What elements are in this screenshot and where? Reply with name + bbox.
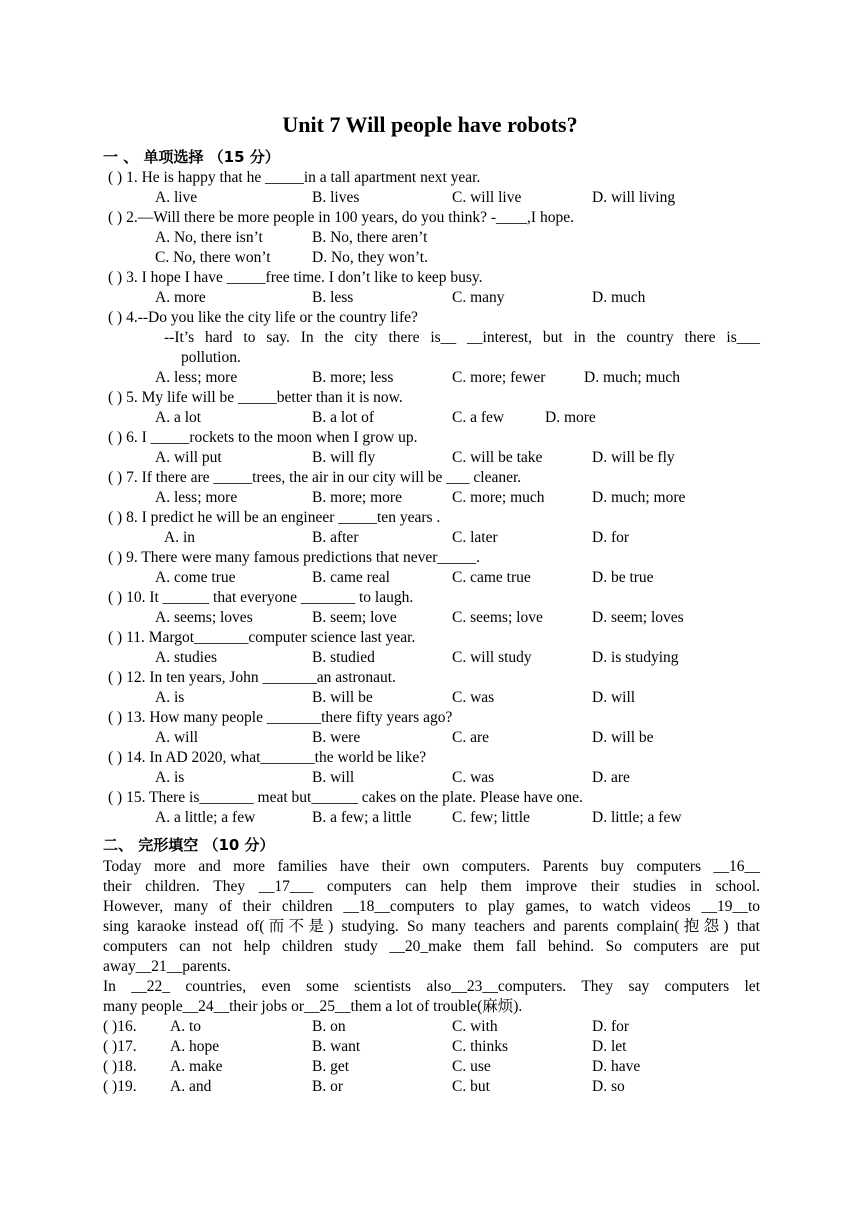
question-stem: ( ) 4.--Do you like the city life or the country life? — [108, 309, 418, 326]
answer-option: A. is — [155, 689, 185, 706]
answer-option: A. less; more — [155, 489, 238, 506]
answer-option: B. came real — [312, 569, 390, 586]
cloze-option: A. make — [170, 1058, 223, 1075]
answer-option: C. will study — [452, 649, 532, 666]
cloze-option: D. let — [592, 1038, 627, 1055]
answer-option: A. will put — [155, 449, 222, 466]
passage-line: away__21__parents. — [103, 958, 231, 975]
answer-option: D. for — [592, 529, 630, 546]
answer-option: D. seem; loves — [592, 609, 684, 626]
answer-option: A. more — [155, 289, 206, 306]
answer-option: B. more; less — [312, 369, 394, 386]
question-stem: ( ) 5. My life will be _____better than it is now. — [108, 389, 403, 406]
passage-line: Today more and more families have their own computers. Parents buy computers __16__ — [103, 858, 760, 875]
answer-option: A. studies — [155, 649, 217, 666]
cloze-number: ( )16. — [103, 1018, 137, 1035]
answer-option: C. more; much — [452, 489, 545, 506]
passage-line: computers can not help children study __20_make them fall behind. So computers are put — [103, 938, 760, 955]
answer-option: D. much — [592, 289, 646, 306]
question-stem: ( ) 10. It ______ that everyone _______ to laugh. — [108, 589, 414, 606]
question-text: pollution. — [181, 349, 241, 366]
answer-option: A. a lot — [155, 409, 202, 426]
answer-option: B. lives — [312, 189, 360, 206]
cloze-option: D. have — [592, 1058, 641, 1075]
passage-line: In __22_ countries, even some scientists also__23__computers. They say computers let — [103, 978, 760, 995]
answer-option: D. more — [545, 409, 596, 426]
answer-option: B. were — [312, 729, 361, 746]
question-stem: ( ) 3. I hope I have _____free time. I don’t like to keep busy. — [108, 269, 483, 286]
cloze-option: C. but — [452, 1078, 490, 1095]
answer-option: D. will be fly — [592, 449, 675, 466]
passage-line: However, many of their children __18__computers to play games, to watch videos __19__to — [103, 898, 760, 915]
answer-option: A. is — [155, 769, 185, 786]
answer-option: B. after — [312, 529, 359, 546]
answer-option: C. many — [452, 289, 505, 306]
answer-option: A. less; more — [155, 369, 238, 386]
answer-option: C. seems; love — [452, 609, 543, 626]
answer-option: C. are — [452, 729, 490, 746]
question-stem: ( ) 9. There were many famous predictions that never_____. — [108, 549, 481, 566]
passage-line: their children. They __17___ computers can help them improve their studies in school. — [103, 878, 760, 895]
question-stem: ( ) 12. In ten years, John _______an astronaut. — [108, 669, 396, 686]
cloze-number: ( )19. — [103, 1078, 137, 1095]
answer-option: C. was — [452, 769, 495, 786]
question-stem: ( ) 15. There is_______ meat but______ cakes on the plate. Please have one. — [108, 789, 583, 806]
answer-option: B. No, there aren’t — [312, 229, 428, 246]
cloze-option: C. with — [452, 1018, 498, 1035]
answer-option: D. are — [592, 769, 630, 786]
answer-option: A. will — [155, 729, 199, 746]
question-stem: ( ) 7. If there are _____trees, the air in our city will be ___ cleaner. — [108, 469, 522, 486]
answer-option: D. is studying — [592, 649, 679, 666]
cloze-number: ( )18. — [103, 1058, 137, 1075]
cloze-option: D. for — [592, 1018, 630, 1035]
cloze-option: A. to — [170, 1018, 201, 1035]
question-stem: ( ) 11. Margot_______computer science last year. — [108, 629, 416, 646]
passage-line: sing karaoke instead of(而不是) studying. So many teachers and parents complain(抱怨) that — [103, 918, 760, 935]
page-title: Unit 7 Will people have robots? — [282, 112, 578, 137]
cloze-option: C. use — [452, 1058, 491, 1075]
cloze-option: D. so — [592, 1078, 625, 1095]
passage-line: many people__24__their jobs or__25__them a lot of trouble(麻烦). — [103, 998, 523, 1015]
section-1-heading: 一 、 单项选择 （15 分） — [103, 148, 280, 166]
answer-option: B. more; more — [312, 489, 402, 506]
answer-option: B. seem; love — [312, 609, 397, 626]
answer-option: C. came true — [452, 569, 531, 586]
answer-option: D. will — [592, 689, 636, 706]
cloze-option: C. thinks — [452, 1038, 508, 1055]
question-stem: ( ) 14. In AD 2020, what_______the world be like? — [108, 749, 427, 766]
answer-option: D. much; more — [592, 489, 686, 506]
question-stem: ( ) 1. He is happy that he _____in a tall apartment next year. — [108, 169, 481, 186]
answer-option: C. will live — [452, 189, 522, 206]
cloze-number: ( )17. — [103, 1038, 137, 1055]
answer-option: D. much; much — [584, 369, 680, 386]
answer-option: B. will — [312, 769, 355, 786]
question-text: --It’s hard to say. In the city there is__ __interest, but in the country there is___ — [164, 329, 760, 346]
answer-option: D. will be — [592, 729, 654, 746]
cloze-option: A. hope — [170, 1038, 220, 1055]
answer-option: B. a few; a little — [312, 809, 412, 826]
answer-option: D. be true — [592, 569, 654, 586]
answer-option: C. a few — [452, 409, 505, 426]
answer-option: C. was — [452, 689, 495, 706]
section-2-heading: 二、 完形填空 （10 分） — [103, 836, 275, 854]
cloze-option: B. or — [312, 1078, 343, 1095]
question-stem: ( ) 6. I _____rockets to the moon when I grow up. — [108, 429, 418, 446]
cloze-option: B. get — [312, 1058, 350, 1075]
answer-option: C. few; little — [452, 809, 530, 826]
question-stem: ( ) 13. How many people _______there fifty years ago? — [108, 709, 453, 726]
question-stem: ( ) 8. I predict he will be an engineer _____ten years . — [108, 509, 441, 526]
answer-option: B. less — [312, 289, 354, 306]
answer-option: B. will fly — [312, 449, 376, 466]
answer-option: A. live — [155, 189, 198, 206]
question-stem: ( ) 2.—Will there be more people in 100 years, do you think? -____,I hope. — [108, 209, 574, 226]
answer-option: A. No, there isn’t — [155, 229, 263, 246]
answer-option: A. in — [164, 529, 195, 546]
answer-option: C. No, there won’t — [155, 249, 271, 266]
answer-option: A. come true — [155, 569, 236, 586]
cloze-option: B. on — [312, 1018, 346, 1035]
answer-option: D. No, they won’t. — [312, 249, 428, 266]
answer-option: C. more; fewer — [452, 369, 546, 386]
answer-option: D. will living — [592, 189, 676, 206]
answer-option: A. a little; a few — [155, 809, 256, 826]
answer-option: C. later — [452, 529, 498, 546]
answer-option: B. studied — [312, 649, 375, 666]
answer-option: A. seems; loves — [155, 609, 253, 626]
answer-option: D. little; a few — [592, 809, 682, 826]
answer-option: B. a lot of — [312, 409, 374, 426]
cloze-option: B. want — [312, 1038, 361, 1055]
cloze-option: A. and — [170, 1078, 212, 1095]
answer-option: C. will be take — [452, 449, 543, 466]
answer-option: B. will be — [312, 689, 373, 706]
